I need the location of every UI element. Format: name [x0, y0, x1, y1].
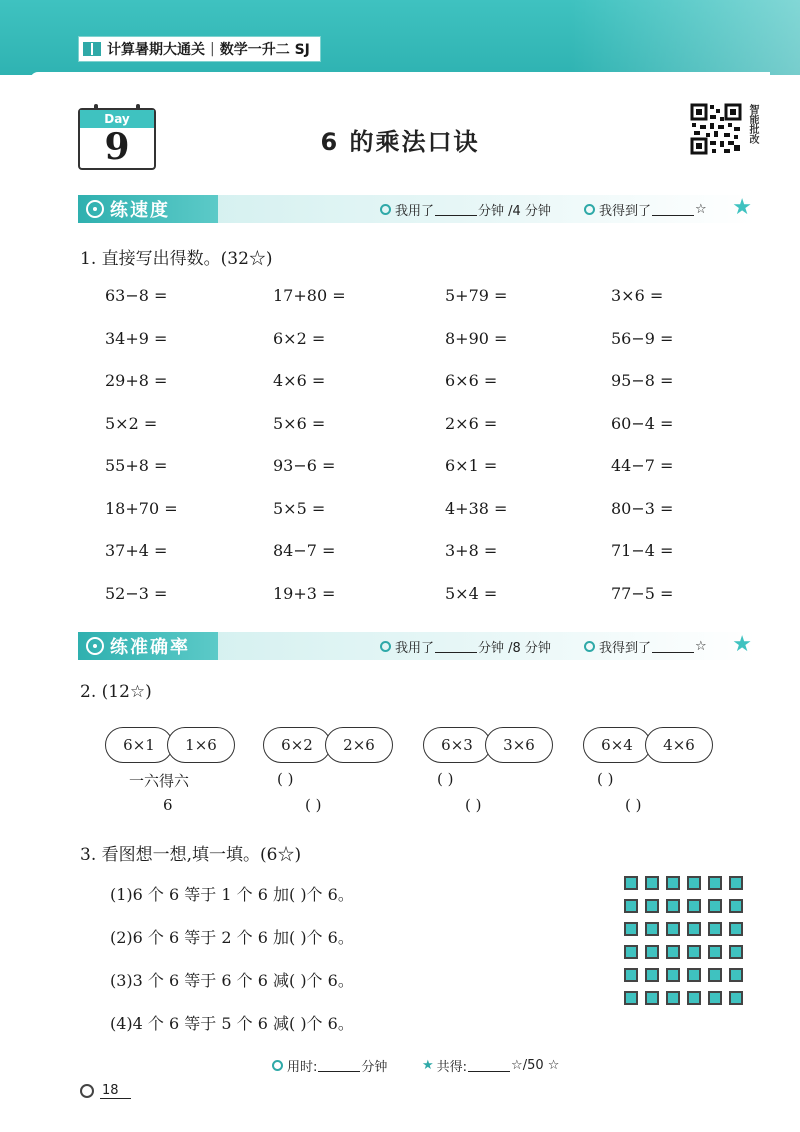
square-dot: [666, 899, 680, 913]
arithmetic-problem: 18+70 =: [105, 498, 178, 518]
cloud-expression: 2×6: [325, 727, 393, 763]
cloud-expression: 3×6: [485, 727, 553, 763]
square-dot: [666, 876, 680, 890]
square-dot: [645, 922, 659, 936]
arithmetic-problem: 37+4 =: [105, 541, 168, 560]
square-dot: [729, 899, 743, 913]
arithmetic-problem: 34+9 =: [105, 328, 168, 348]
clock-icon: [272, 1060, 283, 1071]
square-dot: [624, 922, 638, 936]
star-icon: ★: [422, 1058, 434, 1073]
arithmetic-problem: 5+79 =: [445, 286, 508, 305]
header-tab: 计算暑期大通关 | 数学一升二 SJ: [78, 36, 321, 62]
footer-time: 用时: 分钟: [272, 1056, 387, 1075]
arithmetic-problem: 80−3 =: [611, 498, 674, 518]
square-dot: [624, 968, 638, 982]
arithmetic-problem: 5×6 =: [273, 413, 326, 433]
product-text: 6: [163, 796, 173, 814]
square-dot: [666, 922, 680, 936]
product-blank[interactable]: ( ): [465, 796, 482, 814]
arithmetic-problem: 4+38 =: [445, 498, 508, 518]
square-dot: [687, 991, 701, 1005]
square-dot: [645, 991, 659, 1005]
page-number: 18: [80, 1083, 131, 1099]
score-blank[interactable]: [652, 640, 694, 653]
square-dot: [687, 876, 701, 890]
arithmetic-problem: 5×4 =: [445, 583, 498, 603]
arithmetic-problem: 4×6 =: [273, 371, 326, 390]
arithmetic-problem: 8+90 =: [445, 328, 508, 348]
square-dot: [687, 945, 701, 959]
square-dot: [729, 922, 743, 936]
square-dot: [624, 899, 638, 913]
time-blank[interactable]: [435, 640, 477, 653]
square-dot: [687, 899, 701, 913]
q1-heading: 1. 直接写出得数。(32☆): [80, 249, 273, 269]
product-blank[interactable]: ( ): [305, 796, 322, 814]
q3-heading: 3. 看图想一想,填一填。(6☆): [80, 845, 302, 865]
arithmetic-problem: 5×2 =: [105, 413, 158, 433]
arithmetic-problem: 52−3 =: [105, 583, 168, 603]
arithmetic-problem: 56−9 =: [611, 328, 674, 348]
cloud-expression: 6×2: [263, 727, 331, 763]
target-icon: [86, 637, 104, 655]
accuracy-section-bar: [78, 632, 756, 660]
sun-icon: [80, 1084, 94, 1098]
square-dot: [729, 876, 743, 890]
day-number: 9: [104, 126, 130, 168]
clock-icon: [380, 641, 391, 652]
arithmetic-problem: 71−4 =: [611, 541, 674, 560]
square-dot: [687, 922, 701, 936]
arithmetic-problem: 60−4 =: [611, 413, 674, 433]
arithmetic-problem: 6×6 =: [445, 371, 498, 390]
arithmetic-problem: 2×6 =: [445, 413, 498, 433]
speed-section-label: 练速度: [78, 195, 218, 223]
rhyme-blank[interactable]: ( ): [437, 770, 454, 788]
check-icon: [584, 204, 595, 215]
score-blank[interactable]: [652, 203, 694, 216]
arithmetic-problem: 44−7 =: [611, 456, 674, 475]
time-blank[interactable]: [435, 203, 477, 216]
square-dot: [708, 991, 722, 1005]
arithmetic-problem: 77−5 =: [611, 583, 674, 603]
square-dot: [624, 876, 638, 890]
square-dot: [708, 899, 722, 913]
square-dot: [624, 945, 638, 959]
stopwatch-icon: [86, 200, 104, 218]
square-dot-array: [624, 876, 748, 1012]
square-dot: [666, 968, 680, 982]
square-dot: [666, 991, 680, 1005]
square-dot: [708, 876, 722, 890]
arithmetic-problem: 6×1 =: [445, 456, 498, 475]
arithmetic-problem: 19+3 =: [273, 583, 336, 603]
day-label: Day: [80, 110, 154, 128]
square-dot: [708, 922, 722, 936]
cloud-expression: 6×4: [583, 727, 651, 763]
product-blank[interactable]: ( ): [625, 796, 642, 814]
accuracy-score: 我得到了 ☆: [584, 632, 707, 660]
square-dot: [624, 991, 638, 1005]
clock-icon: [380, 204, 391, 215]
arithmetic-problem: 6×2 =: [273, 328, 326, 348]
square-dot: [645, 876, 659, 890]
cloud-expression: 6×1: [105, 727, 173, 763]
arithmetic-problem: 93−6 =: [273, 456, 336, 475]
arithmetic-problem: 17+80 =: [273, 286, 346, 305]
total-time-blank[interactable]: [318, 1059, 360, 1072]
rhyme-text: 一六得六: [129, 772, 190, 790]
square-dot: [729, 991, 743, 1005]
arithmetic-problem: 5×5 =: [273, 498, 326, 518]
square-dot: [645, 945, 659, 959]
q3-item: (1)6 个 6 等于 1 个 6 加( )个 6。: [110, 885, 354, 904]
cloud-expression: 1×6: [167, 727, 235, 763]
qr-code-icon[interactable]: [690, 103, 742, 155]
q3-item: (2)6 个 6 等于 2 个 6 加( )个 6。: [110, 928, 354, 947]
arithmetic-problem: 3+8 =: [445, 541, 498, 560]
square-dot: [666, 945, 680, 959]
square-dot: [687, 968, 701, 982]
speed-section-bar: [78, 195, 756, 223]
rhyme-blank[interactable]: ( ): [597, 770, 614, 788]
footer-total: ★ 共得: ☆/50 ☆: [422, 1058, 560, 1075]
rhyme-blank[interactable]: ( ): [277, 770, 294, 788]
cloud-expression: 4×6: [645, 727, 713, 763]
square-dot: [729, 945, 743, 959]
q3-item: (4)4 个 6 等于 5 个 6 减( )个 6。: [110, 1014, 354, 1033]
accuracy-time-used: 我用了 分钟 /8 分钟: [380, 632, 551, 660]
arithmetic-problem: 63−8 =: [105, 286, 168, 305]
subject-title: 数学一升二 SJ: [219, 42, 310, 58]
page-title: 6 的乘法口诀: [320, 128, 480, 156]
star-icon: ★: [732, 195, 752, 220]
star-icon: ★: [732, 632, 752, 657]
check-icon: [584, 641, 595, 652]
qr-caption: 智能批改: [747, 104, 758, 144]
arithmetic-problem: 84−7 =: [273, 541, 336, 560]
arithmetic-problem: 29+8 =: [105, 371, 168, 390]
q3-item: (3)3 个 6 等于 6 个 6 减( )个 6。: [110, 971, 354, 990]
cloud-expression: 6×3: [423, 727, 491, 763]
q2-heading: 2. (12☆): [80, 682, 152, 702]
square-dot: [708, 945, 722, 959]
accuracy-section-label: 练准确率: [78, 632, 218, 660]
book-icon: [83, 42, 101, 56]
total-score-blank[interactable]: [468, 1059, 510, 1072]
square-dot: [645, 968, 659, 982]
speed-time-used: 我用了 分钟 /4 分钟: [380, 195, 551, 223]
arithmetic-problem: 95−8 =: [611, 371, 674, 390]
square-dot: [645, 899, 659, 913]
speed-score: 我得到了 ☆: [584, 195, 707, 223]
square-dot: [729, 968, 743, 982]
square-dot: [708, 968, 722, 982]
series-title: 计算暑期大通关: [107, 42, 205, 58]
arithmetic-problem: 55+8 =: [105, 456, 168, 475]
arithmetic-problem: 3×6 =: [611, 286, 664, 305]
